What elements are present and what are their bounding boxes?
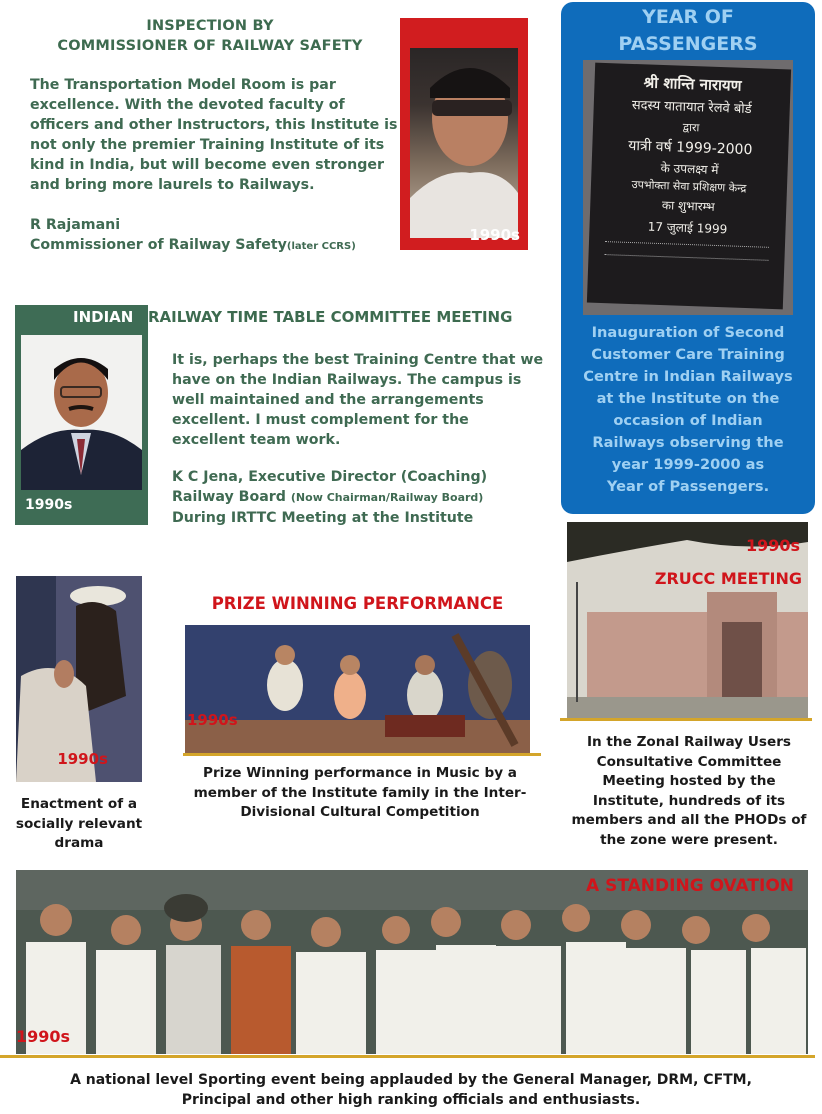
inspector-portrait [400, 18, 528, 250]
quote-line: well maintained and the arrangements [172, 392, 484, 408]
irttc-signature [172, 467, 552, 528]
ovation-heading: A STANDING OVATION [586, 876, 794, 896]
passengers-caption [561, 322, 815, 498]
ovation-photo-underline [0, 1055, 815, 1058]
plaque-line: द्वारा [682, 120, 700, 135]
passengers-title-line2: PASSENGERS [618, 33, 758, 55]
plaque-line: 17 जुलाई 1999 [647, 219, 728, 237]
prize-photo-underline [183, 753, 541, 756]
music-scene-image [185, 625, 530, 753]
inspection-heading [20, 16, 400, 56]
quote-line: officers and other Instructors, this Institute is [30, 117, 398, 133]
designation-note: (later CCRS) [286, 241, 356, 252]
caption-line: Consultative Committee [596, 753, 782, 770]
irttc-heading-indian: INDIAN [15, 305, 148, 329]
caption-line: Centre in Indian Railways [583, 368, 793, 385]
drama-photo [16, 576, 142, 782]
designation-text: Commissioner of Railway Safety [30, 237, 287, 253]
quote-line: have on the Indian Railways. The campus is [172, 372, 522, 388]
caption-line: A national level Sporting event being applauded by the General Manager, DRM, CFTM, [70, 1072, 752, 1088]
man-portrait-image [410, 48, 518, 238]
inspection-heading-line2: COMMISSIONER OF RAILWAY SAFETY [57, 38, 363, 54]
caption-line: socially relevant [15, 815, 143, 832]
caption-line: Year of Passengers. [606, 478, 770, 495]
ovation-caption [0, 1071, 822, 1110]
signatory-occasion: During IRTTC Meeting at the Institute [172, 510, 474, 526]
year-label: 1990s [745, 536, 800, 555]
music-performance-photo [185, 625, 530, 753]
portrait-photo [21, 335, 142, 490]
caption-line: Prize Winning performance in Music by a [203, 765, 517, 781]
quote-line: It is, perhaps the best Training Centre that we [172, 352, 544, 368]
caption-line: at the Institute on the [596, 390, 780, 407]
irttc-heading-rest: RAILWAY TIME TABLE COMMITTEE MEETING [148, 308, 513, 326]
prize-caption [180, 764, 540, 823]
man-portrait-image [21, 335, 142, 490]
caption-line: Enactment of a [20, 796, 138, 812]
signatory-name: K C Jena, Executive Director (Coaching) [172, 469, 488, 485]
inspection-signature [30, 215, 400, 257]
quote-line: The Transportation Model Room is par [30, 77, 336, 93]
caption-line: Meeting hosted by the [602, 773, 776, 789]
year-label: 1990s [25, 497, 73, 513]
plaque-line: उपभोक्ता सेवा प्रशिक्षण केन्द्र [631, 177, 747, 196]
caption-line: Principal and other high ranking officials and enthusiasts. [181, 1091, 641, 1108]
quote-line: kind in India, but will become even stronger [30, 157, 384, 173]
year-label: 1990s [187, 711, 238, 729]
executive-director-portrait [15, 329, 148, 525]
passengers-title [561, 4, 815, 58]
quote-line: excellent. I must complement for the [172, 412, 469, 428]
irttc-quote [172, 350, 552, 450]
plaque-small-print [605, 241, 769, 261]
quote-line: and bring more laurels to Railways. [30, 177, 315, 193]
caption-line: drama [54, 835, 104, 851]
year-label: 1990s [57, 750, 108, 768]
caption-line: member of the Institute family in the Inter- [193, 784, 527, 801]
caption-line: the zone were present. [600, 831, 778, 848]
prize-heading: PRIZE WINNING PERFORMANCE [211, 594, 504, 613]
plaque-line: यात्री वर्ष 1999-2000 [627, 137, 753, 159]
quote-line: excellence. With the devoted faculty of [30, 97, 345, 113]
plaque-line: सदस्य यातायात रेलवे बोर्ड [631, 97, 752, 118]
year-label: 1990s [469, 226, 520, 244]
irttc-heading [15, 305, 545, 329]
org-note: (Now Chairman/Railway Board) [290, 491, 484, 504]
caption-line: Institute, hundreds of its [592, 792, 786, 809]
signatory-name: R Rajamani [30, 217, 121, 233]
standing-ovation-photo [16, 870, 808, 1054]
quote-line: excellent team work. [172, 432, 341, 448]
org-text: Railway Board [172, 489, 286, 505]
plaque-line: श्री शान्ति नारायण [643, 73, 742, 95]
passengers-title-line1: YEAR OF [642, 6, 734, 28]
inspection-heading-line1: INSPECTION BY [146, 18, 274, 34]
zrucc-photo-underline [560, 718, 812, 721]
caption-line: occasion of Indian [613, 412, 763, 429]
caption-line: year 1999-2000 as [611, 456, 765, 473]
zrucc-heading: ZRUCC MEETING [654, 569, 802, 588]
plaque-line: का शुभारम्भ [661, 198, 715, 214]
zrucc-caption [562, 733, 816, 850]
plaque-line: के उपलक्ष्य में [660, 161, 719, 178]
crowd-image [16, 870, 808, 1054]
caption-line: members and all the PHODs of [571, 812, 807, 828]
caption-line: In the Zonal Railway Users [586, 734, 792, 750]
signatory-designation [30, 235, 400, 257]
caption-line: Inauguration of Second [591, 324, 785, 341]
quote-line: not only the premier Training Institute of its [30, 137, 385, 153]
zrucc-building-photo [567, 522, 808, 718]
caption-line: Customer Care Training [591, 346, 785, 363]
portrait-photo [410, 48, 518, 238]
signatory-org [172, 487, 552, 508]
year-of-passengers-panel [561, 2, 815, 514]
drama-caption [4, 795, 154, 854]
plaque-inscription [587, 63, 791, 310]
inspection-quote [30, 75, 400, 195]
caption-line: Divisional Cultural Competition [240, 804, 480, 820]
year-label: 1990s [16, 1027, 71, 1046]
caption-line: Railways observing the [592, 434, 784, 451]
inauguration-plaque [583, 60, 793, 315]
